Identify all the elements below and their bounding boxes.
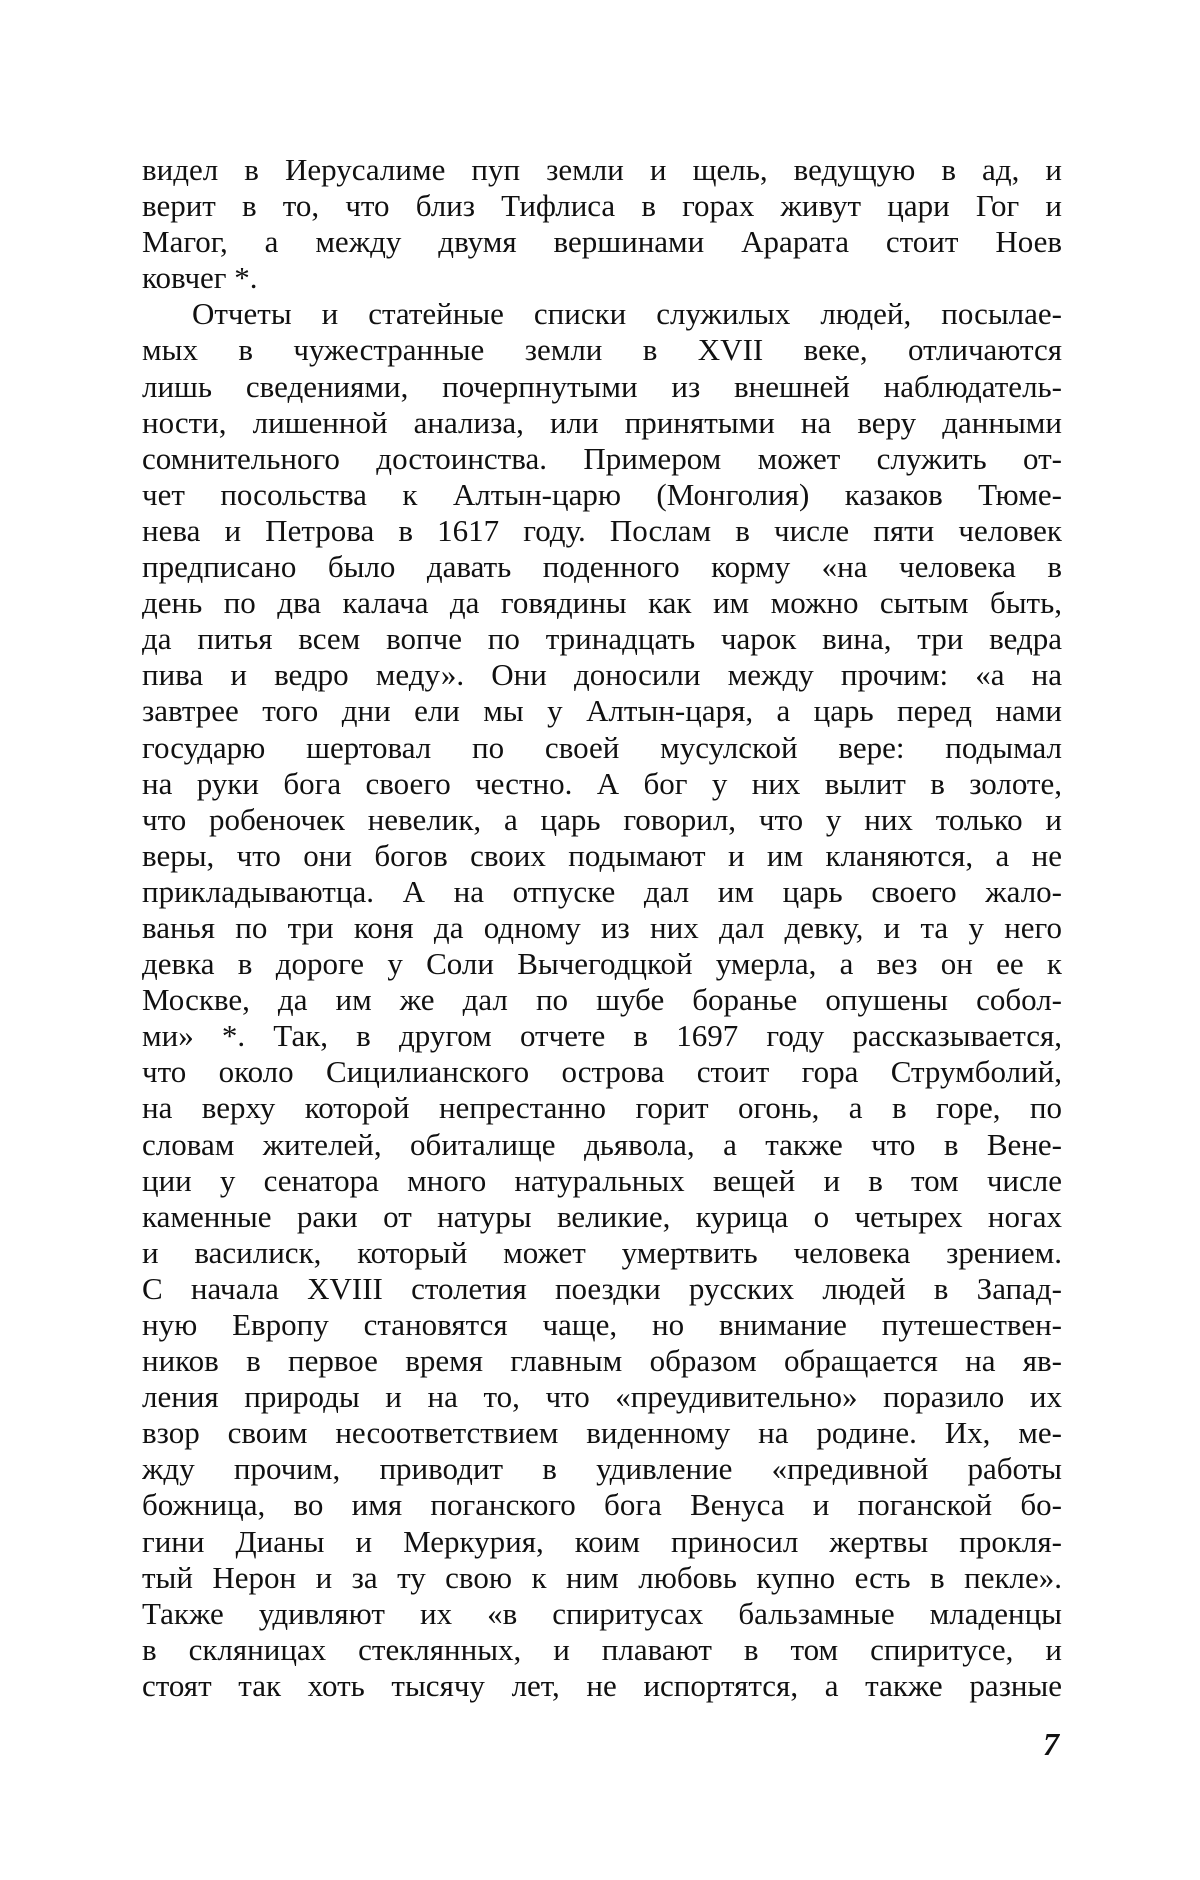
text-line: на руки бога своего честно. А бог у них вылит в золоте, — [142, 765, 1062, 801]
text-line: взор своим несоответствием виденному на родине. Их, ме- — [142, 1415, 1062, 1451]
text-line: божница, во имя поганского бога Венуса и поганской бо- — [142, 1487, 1062, 1523]
text-line: предписано было давать поденного корму «на человека в — [142, 549, 1062, 585]
text-line: девка в дороге у Соли Вычегодцкой умерла, а вез он ее к — [142, 946, 1062, 982]
paragraph-first-line: Отчеты и статейные списки служилых людей, посылае- — [192, 296, 1062, 332]
text-line: тый Нерон и за ту свою к ним любовь купно есть в пекле». — [142, 1559, 1062, 1595]
text-line: пива и ведро меду». Они доносили между прочим: «а на — [142, 657, 1062, 693]
text-line: ми» *. Так, в другом отчете в 1697 году рассказывается, — [142, 1018, 1062, 1054]
body-text — [142, 152, 1062, 1704]
text-line: верит в то, что близ Тифлиса в горах живут цари Гог и — [142, 188, 1062, 224]
text-line: государю шертовал по своей мусулской вере: подымал — [142, 729, 1062, 765]
text-line: каменные раки от натуры великие, курица о четырех ногах — [142, 1198, 1062, 1234]
text-line: что около Сицилианского острова стоит гора Струмболий, — [142, 1054, 1062, 1090]
text-line: ванья по три коня да одному из них дал девку, и та у него — [142, 909, 1062, 945]
text-line: что робеночек невелик, а царь говорил, что у них только и — [142, 801, 1062, 837]
text-line: лишь сведениями, почерпнутыми из внешней наблюдатель- — [142, 368, 1062, 404]
text-line: словам жителей, обиталище дьявола, а также что в Вене- — [142, 1126, 1062, 1162]
page-number: 7 — [1043, 1726, 1059, 1762]
text-line: Также удивляют их «в спиритусах бальзамные младенцы — [142, 1595, 1062, 1631]
text-line: Москве, да им же дал по шубе боранье опушены собол- — [142, 982, 1062, 1018]
text-line: мых в чужестранные земли в XVII веке, отличаются — [142, 332, 1062, 368]
text-line: ников в первое время главным образом обращается на яв- — [142, 1343, 1062, 1379]
text-line: жду прочим, приводит в удивление «предивной работы — [142, 1451, 1062, 1487]
text-line: С начала XVIII столетия поездки русских людей в Запад- — [142, 1270, 1062, 1306]
text-line: ления природы и на то, что «преудивительно» поразило их — [142, 1379, 1062, 1415]
text-line: стоят так хоть тысячу лет, не испортятся, а также разные — [142, 1667, 1062, 1703]
text-line: и василиск, который может умертвить человека зрением. — [142, 1234, 1062, 1270]
text-line: видел в Иерусалиме пуп земли и щель, ведущую в ад, и — [142, 152, 1062, 187]
text-line: ную Европу становятся чаще, но внимание путешествен- — [142, 1307, 1062, 1342]
text-line: да питья всем вопче по тринадцать чарок вина, три ведра — [142, 621, 1062, 657]
text-line: Магог, а между двумя вершинами Арарата стоит Ноев — [142, 224, 1062, 260]
text-line: нева и Петрова в 1617 году. Послам в числе пяти человек — [142, 512, 1062, 548]
text-line: ковчег *. — [142, 260, 258, 296]
text-line: ности, лишенной анализа, или принятыми на веру данными — [142, 404, 1062, 440]
text-line: гини Дианы и Меркурия, коим приносил жертвы прокля- — [142, 1523, 1062, 1559]
text-line: сомнительного достоинства. Примером может служить от- — [142, 440, 1062, 476]
text-line: прикладываютца. А на отпуске дал им царь своего жало- — [142, 873, 1062, 909]
text-line: в скляницах стеклянных, и плавают в том спиритусе, и — [142, 1631, 1062, 1667]
text-line: на верху которой непрестанно горит огонь, а в горе, по — [142, 1090, 1062, 1126]
text-line: завтрее того дни ели мы у Алтын-царя, а царь перед нами — [142, 693, 1062, 729]
text-line: чет посольства к Алтын-царю (Монголия) казаков Тюме- — [142, 476, 1062, 512]
text-line: ции у сенатора много натуральных вещей и в том числе — [142, 1162, 1062, 1198]
text-line: веры, что они богов своих подымают и им кланяются, а не — [142, 837, 1062, 873]
text-line: день по два калача да говядины как им можно сытым быть, — [142, 585, 1062, 621]
